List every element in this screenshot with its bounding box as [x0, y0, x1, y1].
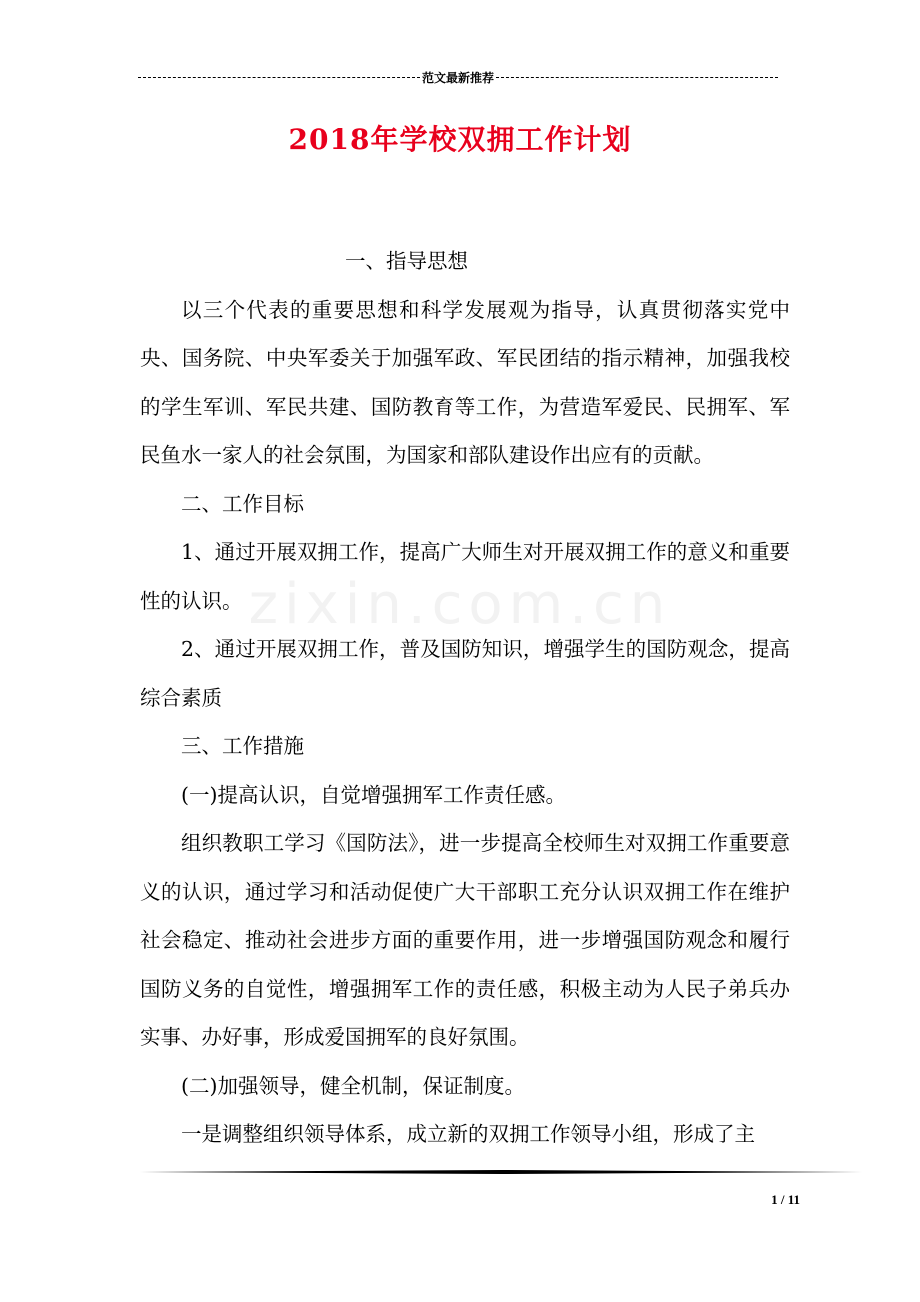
subheading-measure-2: (二)加强领导，健全机制，保证制度。: [181, 1073, 525, 1098]
paragraph-measure-1: 组织教职工学习《国防法》，进一步提高全校师生对双拥工作重要意义的认识，通过学习和活动促使广大干部职工充分认识双拥工作在维护社会稳定、推动社会进步方面的重要作用，进一步增强国防观念和履行国防义务的自觉性，增强拥军工作的责任感，积极主动为人民子弟兵办实事、办好事，形成爱国拥军的良好氛围。: [140, 831, 790, 1049]
paragraph-goal-2: 2、通过开展双拥工作，普及国防知识，增强学生的国防观念，提高综合素质: [140, 637, 790, 710]
header-dash-left: [138, 77, 420, 78]
document-body: [140, 237, 790, 1159]
section-heading-goals: 二、工作目标: [181, 491, 304, 516]
page-header: [138, 68, 778, 86]
paragraph-measure-2: 一是调整组织领导体系，成立新的双拥工作领导小组，形成了主: [181, 1122, 755, 1146]
header-dash-right: [496, 77, 778, 78]
section-heading-guiding-thought: 一、指导思想: [345, 249, 468, 273]
watermark: zixin.com.cn: [248, 572, 672, 637]
paragraph-guiding-thought: 以三个代表的重要思想和科学发展观为指导，认真贯彻落实党中央、国务院、中央军委关于加强军政、军民团结的指示精神，加强我校的学生军训、军民共建、国防教育等工作，为营造军爱民、民拥军、军民鱼水一家人的社会氛围，为国家和部队建设作出应有的贡献。: [140, 297, 790, 467]
section-heading-measures: 三、工作措施: [181, 734, 304, 758]
document-title: 2018年学校双拥工作计划: [288, 123, 632, 156]
subheading-measure-1: (一)提高认识，自觉增强拥军工作责任感。: [181, 782, 566, 807]
paragraph-goal-1: 1、通过开展双拥工作，提高广大师生对开展双拥工作的意义和重要性的认识。: [140, 540, 790, 613]
header-label: 范文最新推荐: [422, 70, 495, 85]
footer-rule: [140, 1170, 862, 1174]
page-number: 1 / 11: [771, 1192, 800, 1207]
